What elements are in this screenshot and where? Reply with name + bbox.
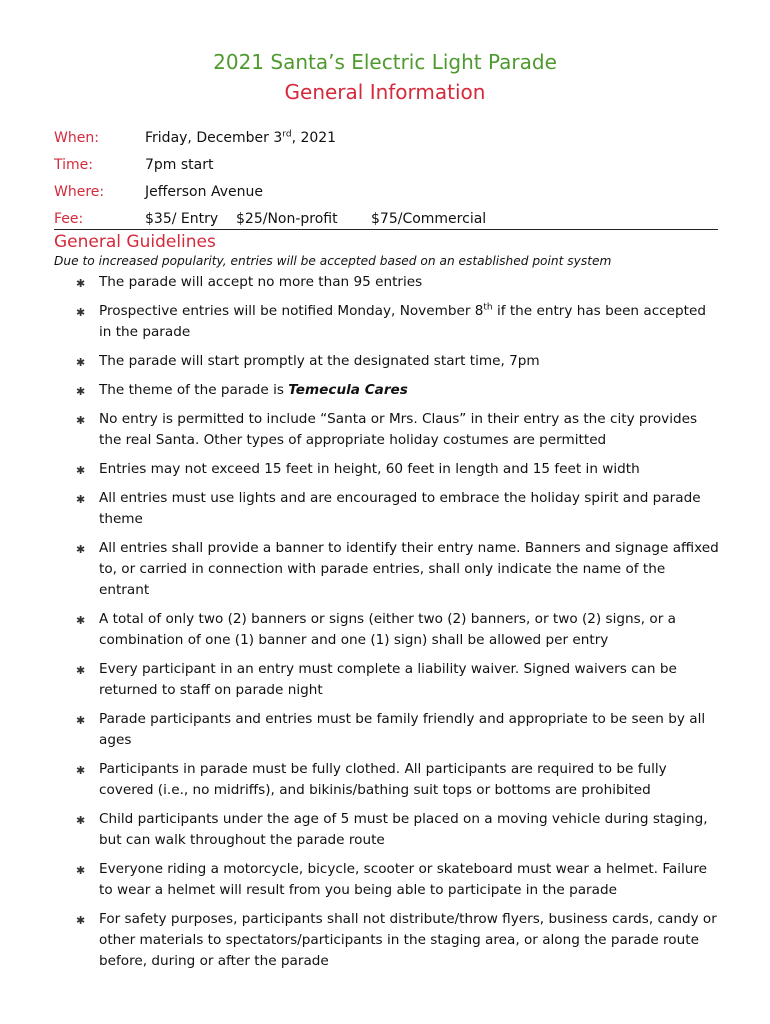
bullet-icon: ✱	[76, 464, 86, 477]
time-label: Time:	[54, 157, 93, 173]
list-item: ✱ All entries shall provide a banner to identify their entry name. Banners and signage affixed to, or carried in connection with parade entries, shall only indicate the name of the entrant	[76, 540, 719, 598]
list-item: ✱ Child participants under the age of 5 must be placed on a moving vehicle during staging, but can walk throughout the parade route	[76, 811, 708, 848]
list-item: ✱ The parade will accept no more than 95 entries	[0, 272, 719, 293]
where-label: Where:	[54, 184, 105, 200]
list-item: ✱ The parade will start promptly at the designated start time, 7pm	[0, 351, 719, 372]
bullet-icon: ✱	[76, 277, 86, 290]
info-fee-row	[54, 208, 718, 230]
parade-theme: Temecula Cares	[288, 382, 408, 398]
fee-nonprofit: $25/Non-profit	[236, 211, 338, 227]
fee-commercial: $75/Commercial	[371, 211, 487, 227]
bullet-icon: ✱	[76, 306, 86, 319]
document-subtitle: General Information	[284, 80, 486, 104]
bullet-icon: ✱	[76, 664, 86, 677]
info-when-row	[54, 127, 718, 149]
info-time-row	[54, 154, 718, 176]
list-item: ✱ Prospective entries will be notified Monday, November 8th if the entry has been accepted in the parade	[76, 302, 706, 340]
when-label: When:	[54, 130, 99, 146]
guidelines-intro: Due to increased popularity, entries will be accepted based on an established point system	[54, 254, 612, 268]
bullet-icon: ✱	[76, 864, 86, 877]
bullet-icon: ✱	[76, 914, 86, 927]
list-item: ✱ Every participant in an entry must complete a liability waiver. Signed waivers can be returned to staff on parade night	[76, 661, 677, 698]
when-value: Friday, December 3rd, 2021	[145, 129, 337, 146]
list-item: ✱ All entries must use lights and are encouraged to embrace the holiday spirit and parade theme	[76, 490, 701, 527]
list-item: ✱ Participants in parade must be fully clothed. All participants are required to be fully covered (i.e., no midriffs), and bikinis/bathing suit tops or bottoms are prohibited	[76, 761, 667, 798]
bullet-icon: ✱	[76, 814, 86, 827]
list-item: ✱ Parade participants and entries must be family friendly and appropriate to be seen by all ages	[76, 711, 706, 748]
bullet-icon: ✱	[76, 493, 86, 506]
guidelines-heading: General Guidelines	[54, 232, 216, 252]
list-item: ✱ Everyone riding a motorcycle, bicycle, scooter or skateboard must wear a helmet. Failure to wear a helmet will result from you being able to participate in the parade	[76, 861, 708, 898]
bullet-icon: ✱	[76, 714, 86, 727]
bullet-icon: ✱	[76, 614, 86, 627]
list-item: ✱ The theme of the parade is Temecula Cares	[0, 380, 719, 401]
list-item: ✱ No entry is permitted to include “Santa or Mrs. Claus” in their entry as the city provides the real Santa. Other types of appropriate holiday costumes are permitted	[76, 411, 698, 448]
where-value: Jefferson Avenue	[145, 184, 263, 200]
bullet-icon: ✱	[76, 414, 86, 427]
list-item: ✱ A total of only two (2) banners or signs (either two (2) banners, or two (2) signs, or a combination of one (1) banner and one (1) sign) shall be allowed per entry	[76, 611, 676, 648]
section-divider	[54, 229, 718, 230]
list-item: ✱ For safety purposes, participants shall not distribute/throw flyers, business cards, candy or other materials to spectators/participants in the staging area, or along the parade route before, during or after the parade	[76, 911, 717, 969]
bullet-icon: ✱	[76, 543, 86, 556]
time-value: 7pm start	[145, 157, 214, 173]
fee-label: Fee:	[54, 211, 84, 227]
bullet-icon: ✱	[76, 764, 86, 777]
document-title: 2021 Santa’s Electric Light Parade	[213, 50, 557, 74]
fee-entry: $35/ Entry	[145, 211, 219, 227]
bullet-icon: ✱	[76, 385, 86, 398]
guidelines-list	[0, 272, 770, 980]
bullet-icon: ✱	[76, 356, 86, 369]
list-item: ✱ Entries may not exceed 15 feet in height, 60 feet in length and 15 feet in width	[0, 459, 719, 480]
info-where-row	[54, 181, 718, 203]
